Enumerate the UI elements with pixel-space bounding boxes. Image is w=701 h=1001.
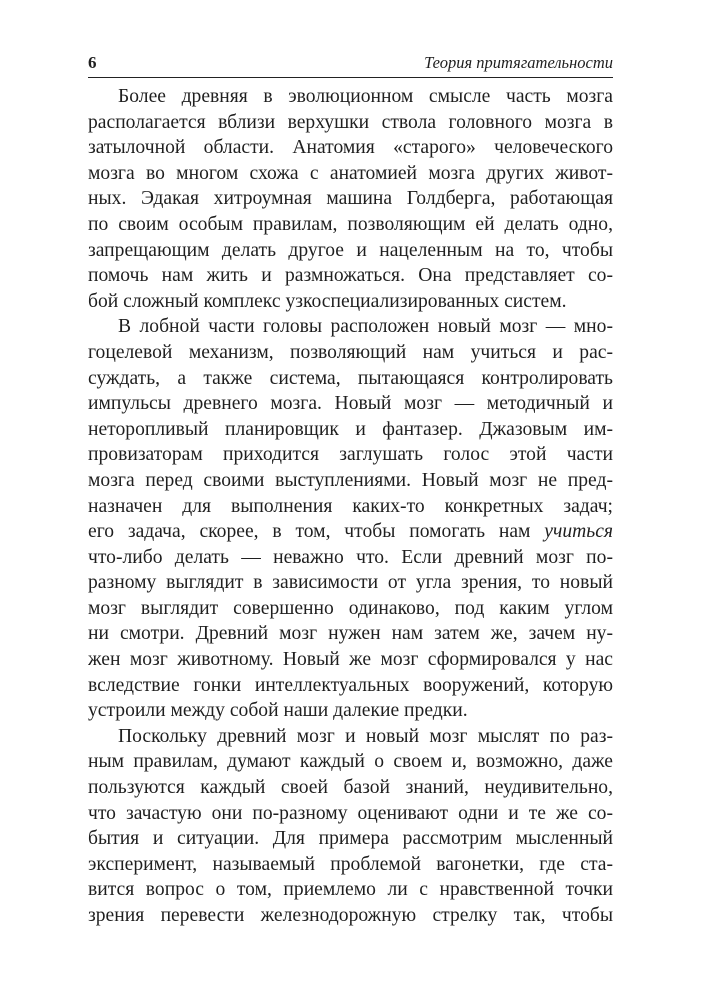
text-line: гоцелевой механизм, позволяющий нам учиться и рас- <box>88 341 613 363</box>
text-line: вследствие гонки интеллектуальных вооружений, которую <box>88 674 613 696</box>
text-line: вится вопрос о том, приемлемо ли с нравственной точки <box>88 879 613 901</box>
text-line: мозг выглядит совершенно одинаково, под каким углом <box>88 597 613 619</box>
text-line: пользуются каждый своей базой знаний, неудивительно, <box>88 777 613 799</box>
text-line: назначен для выполнения каких-то конкретных задач; <box>88 495 613 517</box>
text-line: провизаторам приходится заглушать голос этой части <box>88 444 613 466</box>
text-line: эксперимент, называемый проблемой вагонетки, где ста- <box>88 853 613 875</box>
text-line: неторопливый планировщик и фантазер. Джазовым им- <box>88 418 613 440</box>
text-line: располагается вблизи верхушки ствола головного мозга в <box>88 111 613 133</box>
text-line: Поскольку древний мозг и новый мозг мыслят по раз- <box>118 725 613 747</box>
text-line: запрещающим делать другое и нацеленным на то, чтобы <box>88 239 613 261</box>
text-line: помочь нам жить и размножаться. Она представляет со- <box>88 265 613 287</box>
text-line: импульсы древнего мозга. Новый мозг — методичный и <box>88 393 613 415</box>
text-line: Более древняя в эволюционном смысле часть мозга <box>118 86 613 107</box>
text-line: жен мозг животному. Новый же мозг сформировался у нас <box>88 649 613 671</box>
paragraph-2 <box>88 314 613 724</box>
text-line: бой сложный комплекс узкоспециализированных систем. <box>88 290 567 312</box>
text-line: ни смотри. Древний мозг нужен нам затем же, зачем ну- <box>88 623 613 645</box>
text-line-with-italic <box>88 519 613 545</box>
text-line: что зачастую они по-разному оценивают одни и те же со- <box>88 802 613 824</box>
text-line: по своим особым правилам, позволяющим ей делать одно, <box>88 213 613 235</box>
text-line: бытия и ситуации. Для примера рассмотрим мысленный <box>88 828 613 850</box>
body-text <box>88 84 613 929</box>
text-line: что-либо делать — неважно что. Если древний мозг по- <box>88 546 613 568</box>
italic-word: учиться <box>544 521 613 543</box>
paragraph-1 <box>88 84 613 314</box>
text-line: разному выглядит в зависимости от угла зрения, то новый <box>88 572 613 594</box>
running-title: Теория притягательности <box>424 53 613 72</box>
text-line: ных. Эдакая хитроумная машина Голдберга, работающая <box>88 188 613 210</box>
text-segment: его задача, скорее, в том, чтобы помогать нам <box>88 521 531 543</box>
text-line: затылочной области. Анатомия «старого» человеческого <box>88 137 613 159</box>
text-line: мозга перед своими выступлениями. Новый мозг не пред- <box>88 469 613 491</box>
page-header <box>88 51 613 78</box>
text-line: ным правилам, думают каждый о своем и, возможно, даже <box>88 751 613 773</box>
page-number: 6 <box>88 53 97 72</box>
text-line: устроили между собой наши далекие предки. <box>88 700 468 722</box>
paragraph-3 <box>88 724 613 929</box>
text-line: мозга во многом схожа с анатомией мозга других живот- <box>88 162 613 184</box>
text-line: суждать, а также система, пытающаяся контролировать <box>88 367 613 389</box>
text-line: зрения перевести железнодорожную стрелку так, чтобы <box>88 905 613 926</box>
text-line: В лобной части головы расположен новый мозг — мно- <box>118 316 613 338</box>
